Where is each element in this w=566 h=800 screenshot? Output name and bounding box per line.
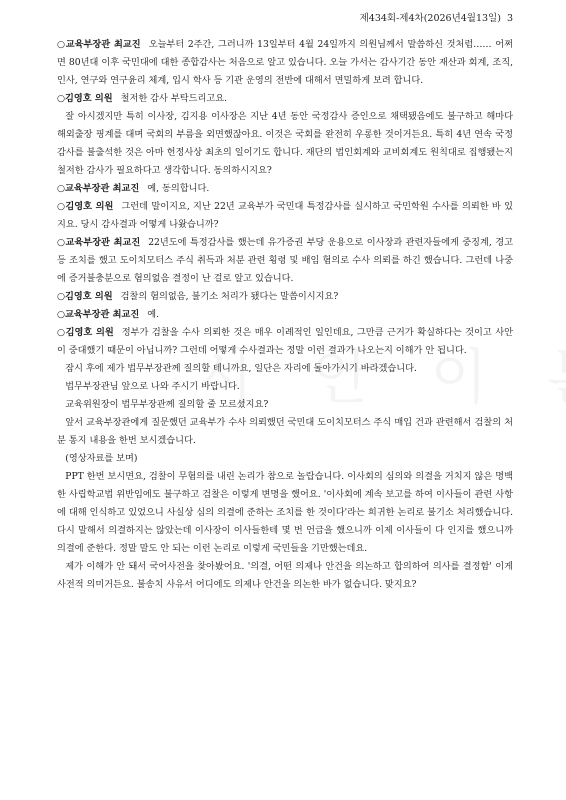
speech-entry bbox=[57, 324, 513, 360]
speech-text: 정부가 검찰을 수사 의뢰한 것은 매우 이례적인 일인데요, 그만큼 근거가 확실하다는 것이고 사안이 중대했기 때문이 아닙니까? 그런데 어떻게 수사결과는 정말 이런 결과가 나오는지 이해가 안 됩니다. bbox=[57, 327, 513, 356]
speech-entry bbox=[57, 36, 513, 90]
speech-entry bbox=[57, 234, 513, 288]
transcript-body bbox=[57, 36, 513, 594]
speaker-marker: ○ bbox=[57, 327, 66, 338]
paragraph: 잠시 후에 제가 법무부장관께 질의할 테니까요, 일단은 자리에 돌아가시기 바라겠습니다. bbox=[65, 363, 417, 374]
page-header bbox=[360, 10, 513, 24]
speech-text: 그런데 말이지요, 지난 22년 교육부가 국민대 특정감사를 실시하고 국민학원 수사를 의뢰한 바 있지요. 당시 감사결과 어떻게 나왔습니까? bbox=[57, 201, 513, 230]
paragraph: 잘 아시겠지만 특히 이사장, 김지용 이사장은 지난 4년 동안 국정감사 증인으로 채택됐음에도 불구하고 해마다 해외출장 핑계를 대며 국회의 부름을 외면했잖아요. 이것은 국회를 완전히 우롱한 것이거든요. 특히 4년 연속 국정감사를 불출석한 것은 아마 헌정사상 최초의 일이기도 합니다. 재단의 법인회계와 교비회계도 원칙대로 집행됐는지 철저한 감사가 필요하다고 생각합니다. 동의하시지요? bbox=[57, 111, 513, 176]
speech-entry bbox=[57, 180, 513, 198]
speech-entry bbox=[57, 90, 513, 108]
speaker-name: ○교육부장관 최교진 bbox=[57, 39, 141, 50]
paragraph: 교육위원장이 법무부장관께 질의할 줄 모르셨지요? bbox=[65, 399, 269, 410]
speaker-name: ○교육부장관 최교진 bbox=[57, 183, 140, 194]
speaker-marker: ○ bbox=[57, 291, 66, 302]
paragraph: (영상자료를 보며) bbox=[65, 453, 138, 464]
speaker-marker: ○ bbox=[57, 309, 66, 320]
speaker-name: ○김영호 의원 bbox=[57, 201, 114, 212]
speaker-name: ○김영호 의원 bbox=[57, 93, 113, 104]
speech-text: 예, 동의합니다. bbox=[147, 183, 210, 194]
paragraph: 법무부장관님 앞으로 나와 주시기 바랍니다. bbox=[65, 381, 240, 392]
speech-entry bbox=[57, 288, 513, 306]
speaker-marker: ○ bbox=[57, 183, 66, 194]
paragraph: PPT 한번 보시면요, 검찰이 무혐의를 내린 논리가 참으로 놀랍습니다. 이사회의 심의와 의결을 거치지 않은 명백한 사립학교법 위반임에도 불구하고 검찰은 이렇게 변명을 했어요. '이사회에 계속 보고를 하여 이사들이 관련 사항에 대해 인식하고 있었으니 사실상 심의 의결에 준하는 조치를 한 것이다'라는 희귀한 논리로 불기소 처리했습니다. 다시 말해서 의결하지는 않았는데 이사장이 이사들한테 몇 번 언급을 했으니까 이제 이사들이 다 인지를 했으니까 의결에 준한다. 정말 말도 안 되는 이런 논리로 이렇게 국민들을 기만했는데요. bbox=[57, 471, 513, 554]
speech-text: 철저한 감사 부탁드리고요. bbox=[120, 93, 227, 104]
paragraph: 앞서 교육부장관에게 질문했던 교육부가 수사 의뢰했던 국민대 도이치모터스 주식 매입 건과 관련해서 검찰의 처분 통지 내용을 한번 보시겠습니다. bbox=[57, 417, 513, 446]
speaker-marker: ○ bbox=[57, 39, 66, 50]
speaker-marker: ○ bbox=[57, 201, 66, 212]
issue-info: 제434회-제4차(2026년4월13일) bbox=[359, 13, 501, 24]
speaker-name: ○김영호 의원 bbox=[57, 291, 113, 302]
speaker-name: ○교육부장관 최교진 bbox=[57, 309, 140, 320]
speech-entry bbox=[57, 306, 513, 324]
paragraph: 제가 이해가 안 돼서 국어사전을 찾아봤어요. '의결, 어떤 의제나 안건을 의논하고 합의하여 의사를 결정함' 이게 사전적 의미거든요. 불송치 사유서 어디에도 의제나 안건을 의논한 바가 없습니다. 맞지요? bbox=[57, 561, 513, 590]
speech-text: 22년도에 특정감사를 했는데 유가증권 부당 운용으로 이사장과 관련자들에게 중징계, 경고 등 조치를 했고 도이치모터스 주식 취득과 처분 관련 횡령 및 배임 혐의로 수사 의뢰를 하긴 했습니다. 그런데 나중에 증거불충분으로 혐의없음 결정이 난 걸로 알고 있습니다. bbox=[57, 237, 513, 284]
speaker-name: ○교육부장관 최교진 bbox=[57, 237, 141, 248]
speaker-marker: ○ bbox=[57, 237, 66, 248]
speaker-name: ○김영호 의원 bbox=[57, 327, 114, 338]
speech-text: 오늘부터 2주간, 그러니까 13일부터 4월 24일까지 의원님께서 말씀하신 것처럼…… 어쩌면 80년대 이후 국민대에 대한 종합감사는 처음으로 알고 있습니다. 오늘 가서는 감사기간 동안 재산과 회계, 조직, 인사, 연구와 연구윤리 체계, 입시 학사 등 기관 운영의 전반에 대해서 면밀하게 보려 합니다. bbox=[57, 39, 513, 86]
speech-entry bbox=[57, 198, 513, 234]
speech-text: 예. bbox=[147, 309, 160, 320]
speaker-marker: ○ bbox=[57, 93, 66, 104]
page-number: 3 bbox=[506, 13, 513, 24]
speech-text: 검찰의 혐의없음, 불기소 처리가 됐다는 말씀이시지요? bbox=[120, 291, 339, 302]
